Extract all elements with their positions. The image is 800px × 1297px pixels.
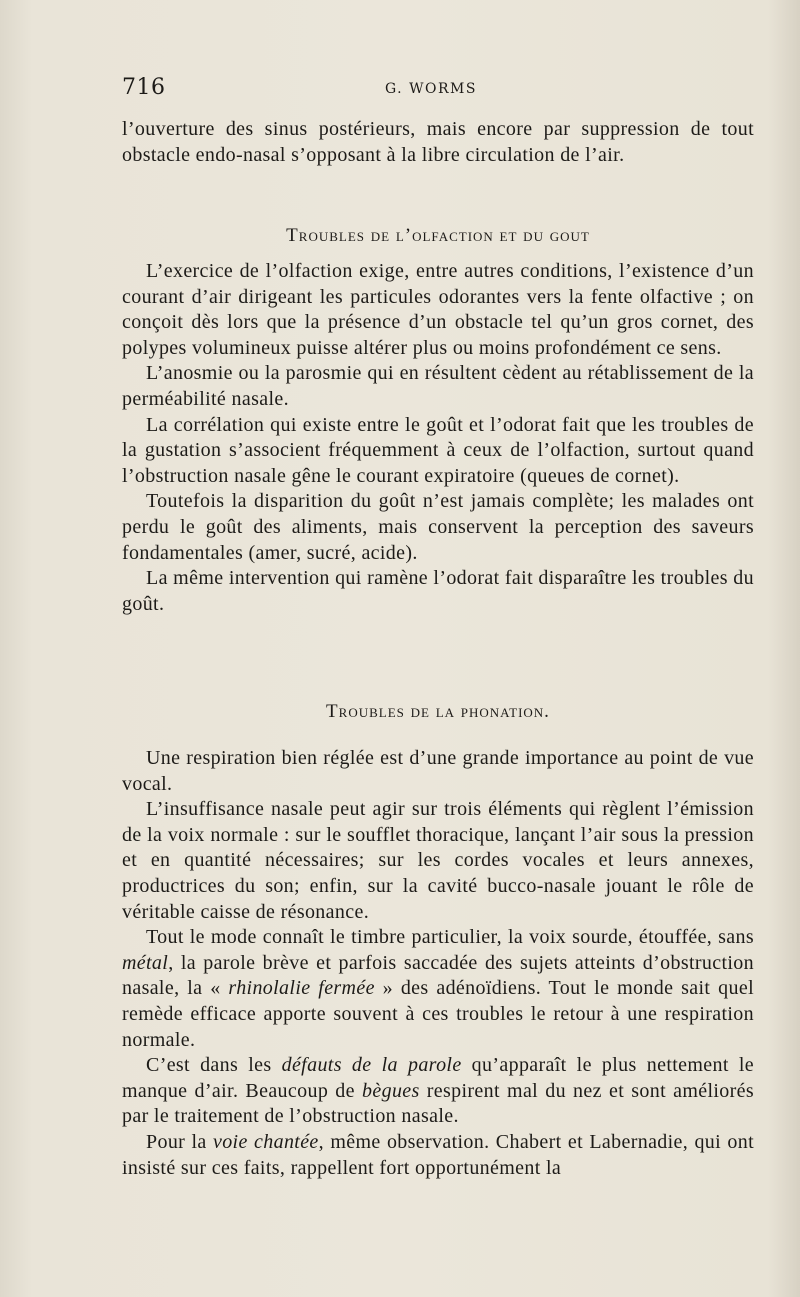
page-header bbox=[122, 75, 754, 105]
paragraph: Toutefois la disparition du goût n’est jamais complète; les malades ont perdu le goût des aliments, mais conservent la perception des saveurs fondamentales (amer, sucré, acide). bbox=[122, 490, 754, 564]
continuation-paragraph-block bbox=[122, 117, 754, 168]
section-olfaction bbox=[122, 225, 754, 247]
paragraph: C’est dans les défauts de la parole qu’apparaît le plus nettement le manque d’air. Beaucoup de bègues respirent mal du nez et sont améliorés par le traitement de l’obstruction nasale. bbox=[122, 1054, 755, 1128]
phonation-body bbox=[122, 746, 754, 1181]
paragraph: L’insuffisance nasale peut agir sur trois éléments qui règlent l’émission de la voix normale : sur le soufflet thoracique, lançant l’air sous la pression et en quantité nécessaires; sur les cordes vocales et leurs annexes, productrices du son; enfin, sur la cavité bucco-nasale jouant le rôle de véritable caisse de résonance. bbox=[122, 798, 754, 923]
italic-term: rhinolalie fermée bbox=[228, 977, 375, 1000]
italic-term: défauts de la parole bbox=[281, 1054, 462, 1077]
olfaction-body bbox=[122, 259, 754, 617]
running-head: G. WORMS bbox=[385, 81, 477, 97]
continuation-paragraph: l’ouverture des sinus postérieurs, mais encore par suppression de tout obstacle endo-nasal s’opposant à la libre circulation de l’air. bbox=[122, 118, 754, 166]
paragraph: L’anosmie ou la parosmie qui en résultent cèdent au rétablissement de la perméabilité nasale. bbox=[122, 362, 754, 410]
page-number: 716 bbox=[122, 75, 166, 100]
italic-term: voie chantée bbox=[212, 1130, 319, 1153]
paragraph: Pour la voie chantée, même observation. Chabert et Labernadie, qui ont insisté sur ces faits, rappellent fort opportunément la bbox=[122, 1130, 754, 1179]
paragraph: L’exercice de l’olfaction exige, entre autres conditions, l’existence d’un courant d’air dirigeant les particules odorantes vers la fente olfactive ; on conçoit dès lors que la présence d’un obstacle tel qu’un gros cornet, des polypes volumineux puisse altérer plus ou moins profondément ce sens. bbox=[122, 260, 754, 359]
section-heading-olfaction: Troubles de l’olfaction et du gout bbox=[286, 225, 590, 246]
paragraph: Une respiration bien réglée est d’une grande importance au point de vue vocal. bbox=[122, 747, 754, 795]
italic-term: métal bbox=[122, 951, 169, 974]
paragraph: La même intervention qui ramène l’odorat fait disparaître les troubles du goût. bbox=[122, 567, 754, 615]
paragraph: Tout le mode connaît le timbre particulier, la voix sourde, étouffée, sans métal, la parole brève et parfois saccadée des sujets atteints d’obstruction nasale, la « rhinolalie fermée » des adénoïdiens. Tout le monde sait quel remède efficace apporte souvent à ces troubles le retour à une respiration normale. bbox=[122, 926, 754, 1051]
italic-term: bègues bbox=[362, 1079, 420, 1102]
section-heading-phonation: Troubles de la phonation. bbox=[326, 701, 550, 722]
section-phonation bbox=[122, 701, 754, 723]
paragraph: La corrélation qui existe entre le goût et l’odorat fait que les troubles de la gustation s’associent fréquemment à ceux de l’olfaction, surtout quand l’obstruction nasale gêne le courant expiratoire (queues de cornet). bbox=[122, 413, 754, 487]
